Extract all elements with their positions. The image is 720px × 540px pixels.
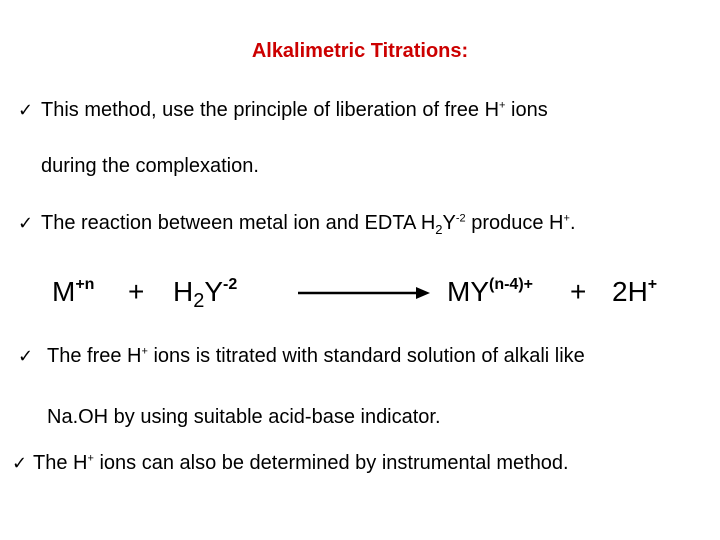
page-title: Alkalimetric Titrations: (251, 40, 469, 62)
equation-product-hydrogen: 2H+ (612, 276, 658, 307)
equation-reactant-edta: $H_2Y^{-2}$ (173, 276, 238, 312)
check-icon: ✓ (18, 213, 34, 233)
check-icon: ✓ (18, 100, 34, 120)
check-icon: ✓ (12, 453, 28, 473)
equation-reactant-metal: $M^{+n}$ (52, 276, 95, 307)
equation-plus: + (570, 276, 587, 307)
reaction-arrow-icon (298, 285, 430, 301)
bullet-2-line-1: The reaction between metal ion and EDTA $H_2Y^{-2}$ produce H+. (41, 212, 576, 237)
equation-product-complex: $MY^{(n-4)+}$ (447, 276, 533, 307)
bullet-3-line-2: Na.OH by using suitable acid-base indicator. (47, 406, 441, 428)
equation-plus: + (128, 276, 145, 307)
bullet-1-line-2: during the complexation. (41, 155, 259, 177)
bullet-4-line-1: The H+ ions can also be determined by instrumental method. (33, 452, 569, 474)
bullet-3-line-1: The free H+ ions is titrated with standard solution of alkali like (47, 345, 585, 367)
bullet-1-line-1: This method, use the principle of liberation of free H+ ions (41, 99, 548, 121)
check-icon: ✓ (18, 346, 34, 366)
